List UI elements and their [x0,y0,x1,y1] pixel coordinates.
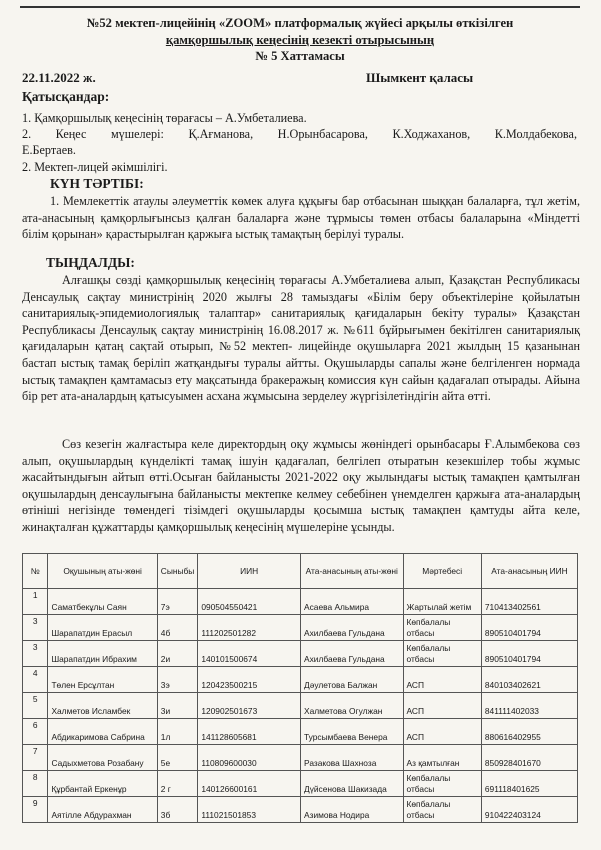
title-line-2 [20,32,580,49]
cell-grade: 2 г [157,771,198,797]
table-row [23,667,578,693]
cell-iin: 140101500674 [198,641,301,667]
col-number: № [23,554,48,589]
cell-status: Аз қамтылған [403,745,481,771]
agenda-heading: КҮН ТӘРТІБІ: [50,176,144,191]
cell-iin: 120423500215 [198,667,301,693]
cell-iin: 110809600030 [198,745,301,771]
cell-parent: Разакова Шахноза [301,745,403,771]
cell-parent-iin: 890510401794 [481,641,577,667]
cell-parent: Халметова Огулжан [301,693,403,719]
cell-student: Аятілле Абдурахман [48,797,157,823]
protocol-number: № 5 Хаттамасы [255,49,345,63]
col-parent-name: Ата-анасының аты-жөні [301,554,403,589]
protocol-date: 22.11.2022 ж. [22,70,96,85]
top-rule [20,6,580,8]
participant-chair: 1. Қамқоршылық кеңесінің төрағасы – А.Умбеталиева. [22,111,307,125]
cell-student: Саматбекұлы Саян [48,589,157,615]
cell-grade: 3и [157,693,198,719]
cell-parent: Дүйсенова Шакизада [301,771,403,797]
cell-status: АСП [403,719,481,745]
cell-parent-iin: 691118401625 [481,771,577,797]
cell-status: Көпбалалы отбасы [403,615,481,641]
cell-number: 4 [23,667,48,693]
cell-grade: 3э [157,667,198,693]
cell-iin: 141128605681 [198,719,301,745]
cell-parent: Азимова Нодира [301,797,403,823]
cell-grade: 2и [157,641,198,667]
cell-student: Абдикаримова Сабрина [48,719,157,745]
cell-parent: Дәулетова Балжан [301,667,403,693]
table-row [23,771,578,797]
cell-parent-iin: 710413402561 [481,589,577,615]
cell-number: 7 [23,745,48,771]
cell-iin: 090504550421 [198,589,301,615]
protocol-city: Шымкент қаласы [366,70,474,85]
table-row [23,797,578,823]
col-student-name: Оқушының аты-жөні [48,554,157,589]
table-row [23,589,578,615]
table-row [23,615,578,641]
listened-paragraph-2: Сөз кезегін жалғастыра келе директордың оқу жұмысы жөніндегі орынбасары Ғ.Алымбекова сөз алып, оқушылардың күнделікті тамақ ішуін қадағалап, белгілеп отыратын кезекшілер тобы жұмыс жасайтындығын айтып өтті.Осыған байланысты 2021-2022 оқу жылындағы ыстық тамақпен қамтылған оқушылардың денсаулығына байланысты мектепке келмеу себебінен үнемделген қаржыға ата-аналардың өтініші негізінде төмендегі тізімдегі оқушыларды қосымша ыстық тамақпен қамтуды айта келе, жинақталған құжаттарды қамқоршылық кеңесінің мүшелеріне ұсынды. [22,437,580,534]
listened-heading: ТЫҢДАЛДЫ: [46,255,135,270]
table-row [23,719,578,745]
cell-iin: 120902501673 [198,693,301,719]
cell-parent-iin: 910422403124 [481,797,577,823]
cell-grade: 7э [157,589,198,615]
col-grade: Сыныбы [157,554,198,589]
cell-status: Көпбалалы отбасы [403,797,481,823]
cell-status: Жартылай жетім [403,589,481,615]
table-header-row [23,554,578,589]
cell-number: 9 [23,797,48,823]
cell-parent-iin: 880616402955 [481,719,577,745]
cell-iin: 111021501853 [198,797,301,823]
cell-parent: Асаева Альмира [301,589,403,615]
cell-parent-iin: 850928401670 [481,745,577,771]
participant-administration: 2. Мектеп-лицей әкімшілігі. [22,160,168,174]
cell-parent: Ахилбаева Гульдана [301,615,403,641]
cell-grade: 1л [157,719,198,745]
cell-student: Шарапатдин Ерасыл [48,615,157,641]
cell-student: Құрбантай Еркенұр [48,771,157,797]
cell-grade: 5е [157,745,198,771]
cell-student: Халметов Исламбек [48,693,157,719]
cell-parent-iin: 841111402033 [481,693,577,719]
table-row [23,641,578,667]
cell-parent: Ахилбаева Гульдана [301,641,403,667]
cell-status: Көпбалалы отбасы [403,771,481,797]
agenda-text: 1. Мемлекеттік атаулы әлеуметтік көмек алуға құқығы бар отбасынан шыққан балаларға, тұл жетім, ата-анасының қамқорлығынсыз қалған балаларға және тұрмысы төмен отбасы балаларына «Міндетті білім қорынан» қарастырылған қаржыға ыстық тамақтың берілуі туралы. [22,194,580,242]
cell-student: Төлен Ерсұлтан [48,667,157,693]
participant-members-cont: Е.Бертаев. [22,143,76,157]
table-row [23,693,578,719]
cell-parent-iin: 890510401794 [481,615,577,641]
cell-status: АСП [403,693,481,719]
title-line-1: №52 мектеп-лицейінің «ZOOM» платформалық жүйесі арқылы өткізілген [86,16,514,30]
cell-number: 3 [23,615,48,641]
cell-number: 3 [23,641,48,667]
listened-paragraph-1: Алғашқы сөзді қамқоршылық кеңесінің төрағасы А.Умбеталиева алып, Қазақстан Республикасы Денсаулық сақтау министрінің 2020 жылғы 28 тамыздағы «Білім беру объектілеріне қойылатын санитариялық-эпидемиологиялық талаптар» санитариялық қағидаларын бекіту туралы» Қазақстан Республикасы Денсаулық сақтау министрінің 16.08.2017 ж. №611 бұйрығымен бекітілген санитариялық қағидаларын қатаң сақтай отырып, №52 мектеп- лицейінде оқушыларға 2021 жылдың 15 қазанынан бастап ыстық тамақ беріліп жатқандығы туралы айтты. Оқушыларды сапалы және белгіленген нормада ыстық тамақпен қамтамасыз ету мақсатында бракеражың комиссия күн сайын қадағалап отырады. Айына бір рет ата-аналардың қатысуымен асхана жұмысына зерделеу жүргізілетіндігін айта өтті. [22,273,580,404]
students-table [22,553,578,823]
cell-iin: 111202501282 [198,615,301,641]
cell-iin: 140126600161 [198,771,301,797]
cell-status: АСП [403,667,481,693]
cell-status: Көпбалалы отбасы [403,641,481,667]
col-status: Мәртебесі [403,554,481,589]
cell-number: 5 [23,693,48,719]
cell-parent-iin: 840103402621 [481,667,577,693]
cell-number: 6 [23,719,48,745]
cell-number: 1 [23,589,48,615]
cell-student: Шарапатдин Ибрахим [48,641,157,667]
table-row [23,745,578,771]
cell-parent: Турсымбаева Венера [301,719,403,745]
cell-number: 8 [23,771,48,797]
cell-grade: 3б [157,797,198,823]
col-iin: ИИН [198,554,301,589]
cell-student: Садыхметова Розабану [48,745,157,771]
participant-members: 2. Кеңес мүшелері: Қ.Ағманова, Н.Орынбасарова, К.Ходжаханов, К.Молдабекова, [22,127,577,141]
participants-heading: Қатысқандар: [22,89,110,104]
cell-grade: 4б [157,615,198,641]
col-parent-iin: Ата-анасының ИИН [481,554,577,589]
title-line-2-text: қамқоршылық кеңесінің кезекті отырысының [165,33,435,47]
